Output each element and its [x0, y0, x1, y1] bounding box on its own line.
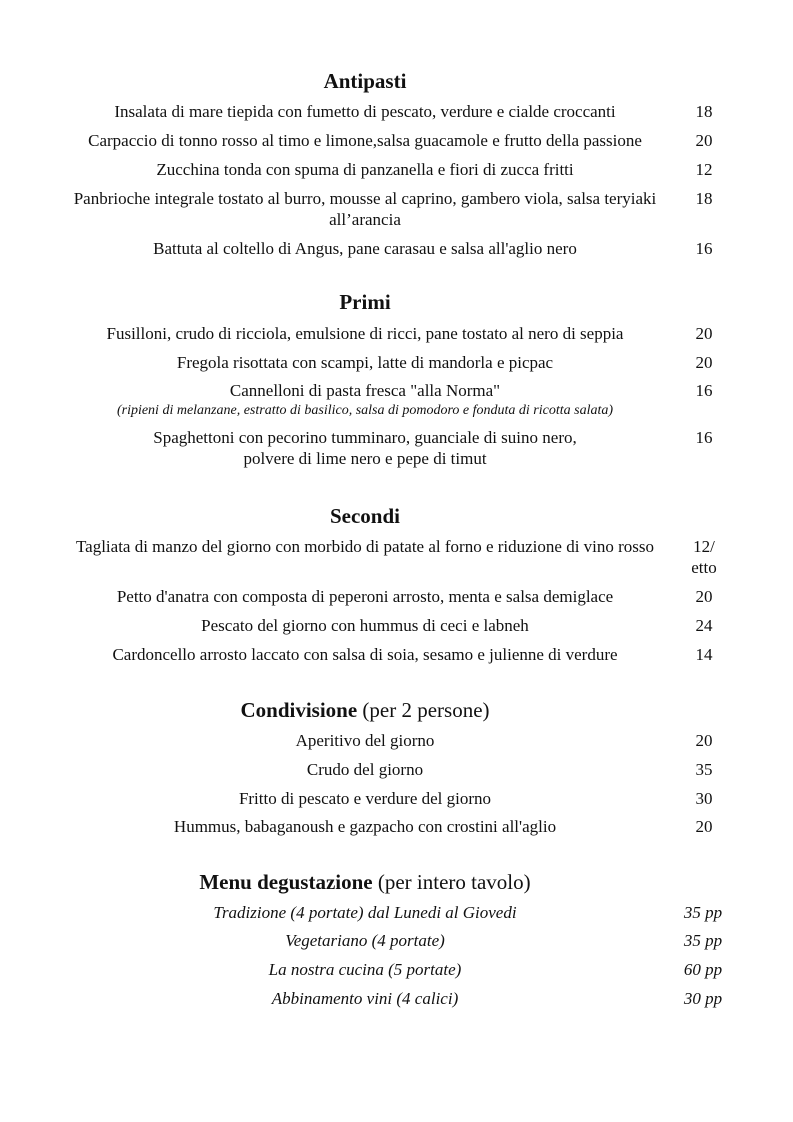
section-title [0, 698, 730, 722]
item-name: Fregola risottata con scampi, latte di mandorla e picpac [176, 353, 554, 372]
item-price: 16 [695, 239, 713, 258]
item-price: 20 [695, 817, 713, 836]
item-name: Cannelloni di pasta fresca "alla Norma" [229, 381, 501, 400]
item-price: 20 [695, 731, 713, 750]
section-title-text: Secondi [329, 504, 400, 528]
section-title-text: Primi [339, 290, 391, 314]
item-price-block [680, 536, 728, 578]
item-name: Aperitivo del giorno [295, 731, 435, 750]
item-price: 16 [695, 428, 713, 447]
item-name-block [50, 427, 680, 469]
item-name: Petto d'anatra con composta di peperoni arrosto, menta e salsa demiglace [116, 587, 614, 606]
item-name: Abbinamento vini (4 calici) [271, 989, 459, 1008]
item-price: 30 [695, 789, 713, 808]
item-price: 16 [695, 381, 713, 400]
item-price: 35 pp [683, 903, 723, 922]
section-title [0, 69, 730, 93]
section-title-text: Condivisione [240, 698, 358, 722]
item-name: Spaghettoni con pecorino tumminaro, guanciale di suino nero, [153, 428, 577, 447]
item-name: Fritto di pescato e verdure del giorno [238, 789, 492, 808]
item-price: 18 [695, 189, 713, 208]
item-name: Zucchina tonda con spuma di panzanella e fiori di zucca fritti [156, 160, 574, 179]
section-title [0, 870, 730, 894]
section-title-text: Menu degustazione [199, 870, 373, 894]
item-price: 24 [695, 616, 713, 635]
item-price: 20 [695, 131, 713, 150]
item-name: Vegetariano (4 portate) [285, 931, 445, 950]
item-price: 35 [695, 760, 713, 779]
item-name: Carpaccio di tonno rosso al timo e limone,salsa guacamole e frutto della passione [88, 131, 642, 150]
item-name-line2: polvere di lime nero e pepe di timut [243, 449, 487, 468]
item-name-block [50, 380, 680, 420]
item-note: (ripieni di melanzane, estratto di basilico, salsa di pomodoro e fonduta di ricotta salata) [116, 403, 614, 418]
item-name: Fusilloni, crudo di ricciola, emulsione di ricci, pane tostato al nero di seppia [106, 324, 624, 343]
item-price: 18 [695, 102, 713, 121]
item-price: 14 [695, 645, 713, 664]
item-price: 20 [695, 587, 713, 606]
item-price: 12/ [693, 537, 715, 556]
item-name: Panbrioche integrale tostato al burro, mousse al caprino, gambero viola, salsa teryiaki all’arancia [73, 189, 657, 229]
item-name: Tagliata di manzo del giorno con morbido di patate al forno e riduzione di vino rosso [75, 537, 655, 556]
item-price: 30 pp [683, 989, 723, 1008]
item-price-unit: etto [691, 558, 717, 577]
item-name: Pescato del giorno con hummus di ceci e labneh [201, 616, 529, 635]
item-name: Cardoncello arrosto laccato con salsa di soia, sesamo e julienne di verdure [112, 645, 618, 664]
item-name: La nostra cucina (5 portate) [268, 960, 462, 979]
item-name: Tradizione (4 portate) dal Lunedi al Giovedi [213, 903, 517, 922]
section-title [0, 290, 730, 314]
section-subtitle: (per intero tavolo) [377, 870, 531, 894]
item-name: Crudo del giorno [306, 760, 424, 779]
item-price: 60 pp [683, 960, 723, 979]
item-price: 20 [695, 353, 713, 372]
item-price: 35 pp [683, 931, 723, 950]
item-price: 20 [695, 324, 713, 343]
item-name: Insalata di mare tiepida con fumetto di pescato, verdure e cialde croccanti [114, 102, 616, 121]
section-title [0, 504, 730, 528]
section-subtitle: (per 2 persone) [362, 698, 490, 722]
item-name: Hummus, babaganoush e gazpacho con crostini all'aglio [173, 817, 557, 836]
item-name: Battuta al coltello di Angus, pane carasau e salsa all'aglio nero [153, 239, 577, 258]
item-price: 12 [695, 160, 713, 179]
section-title-text: Antipasti [323, 69, 407, 93]
